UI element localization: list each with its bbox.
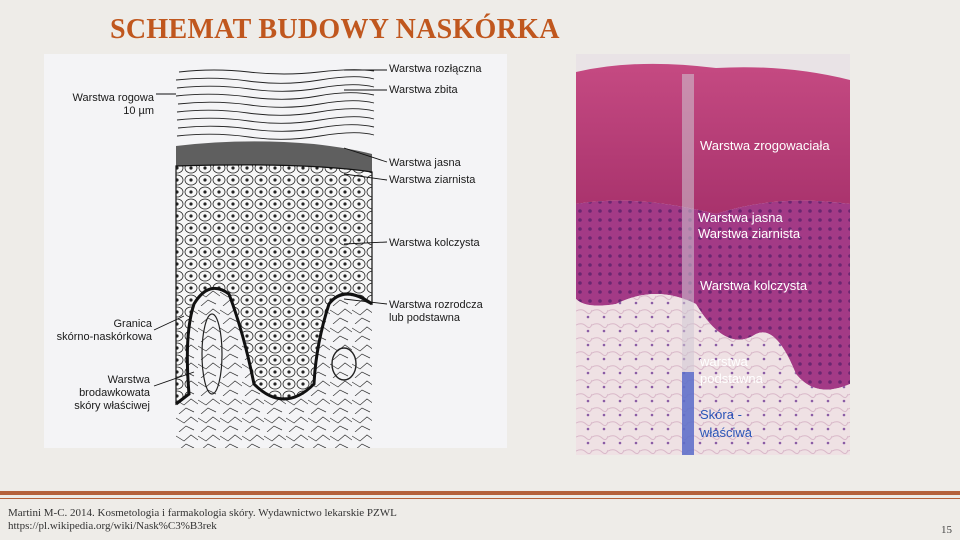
label-warstwa-rogowa-1: Warstwa rogowa xyxy=(72,92,154,104)
photo-label-podstawna-1: warstwa xyxy=(700,354,748,369)
stratum-corneum-lines xyxy=(176,70,374,140)
footer-rule-thick xyxy=(0,491,960,495)
footer-rule-thin xyxy=(0,498,960,499)
footer-citation: Martini M-C. 2014. Kosmetologia i farmakologia skóry. Wydawnictwo lekarskie PZWL xyxy=(8,507,397,519)
footer-url[interactable]: https://pl.wikipedia.org/wiki/Nask%C3%B3rek xyxy=(8,520,217,532)
label-brodawkowata-2: brodawkowata xyxy=(79,387,150,399)
slide-title: SCHEMAT BUDOWY NASKÓRKA xyxy=(110,14,560,45)
label-warstwa-jasna: Warstwa jasna xyxy=(389,157,461,169)
photo-label-skora-2: właściwa xyxy=(700,425,753,440)
page-number: 15 xyxy=(941,524,952,536)
photo-label-zrogowaciala: Warstwa zrogowaciała xyxy=(700,138,830,153)
label-warstwa-rozrodcza-2: lub podstawna xyxy=(389,312,460,324)
photo-label-jasna: Warstwa jasna xyxy=(698,210,783,225)
photo-label-ziarnista: Warstwa ziarnista xyxy=(698,226,801,241)
histology-image xyxy=(576,54,850,455)
label-granica-1: Granica xyxy=(113,318,152,330)
photo-label-podstawna-2: podstawna xyxy=(700,371,763,386)
epidermis-histology-photo xyxy=(576,54,850,455)
label-warstwa-zbita: Warstwa zbita xyxy=(389,84,458,96)
photo-label-kolczysta: Warstwa kolczysta xyxy=(700,278,808,293)
photo-label-skora-1: Skóra - xyxy=(700,407,742,422)
label-brodawkowata-1: Warstwa xyxy=(107,374,150,386)
label-granica-2: skórno-naskórkowa xyxy=(56,331,152,343)
label-warstwa-ziarnista: Warstwa ziarnista xyxy=(389,174,476,186)
label-warstwa-kolczysta: Warstwa kolczysta xyxy=(389,237,480,249)
epidermis-schematic xyxy=(44,54,507,448)
label-warstwa-rogowa-2: 10 µm xyxy=(123,105,154,117)
label-warstwa-rozrodcza-1: Warstwa rozrodcza xyxy=(389,299,483,311)
label-brodawkowata-3: skóry właściwej xyxy=(74,400,150,412)
label-warstwa-rozlaczna: Warstwa rozłączna xyxy=(389,63,482,75)
